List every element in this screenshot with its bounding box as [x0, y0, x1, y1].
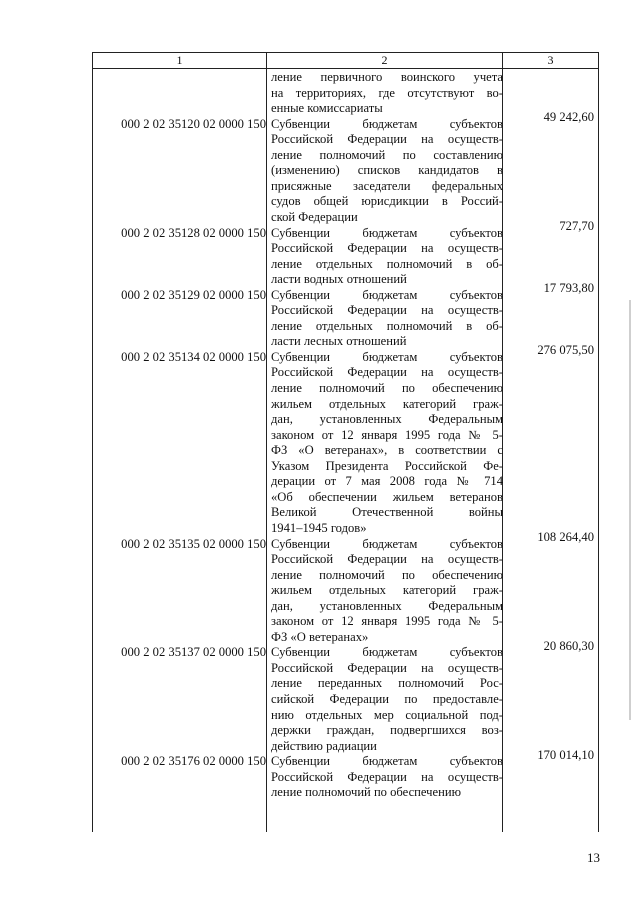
description-line: ление первичного воинского учета — [271, 70, 503, 84]
budget-code: 000 2 02 35135 02 0000 150 — [121, 536, 266, 551]
budget-code: 000 2 02 35128 02 0000 150 — [121, 225, 266, 240]
description-line: Российской Федерации на осуществ- — [271, 365, 503, 380]
description-line: ление отдельных полномочий в об- — [271, 256, 503, 271]
description-line: на территориях, где отсутствуют во- — [271, 85, 503, 100]
description-line: Субвенции бюджетам субъектов — [271, 536, 503, 551]
amount-value: 20 860,30 — [543, 638, 594, 653]
description-line: «Об обеспечении жильем ветеранов — [271, 489, 503, 504]
amount-value: 49 242,60 — [543, 110, 594, 125]
description-line: (изменению) списков кандидатов в — [271, 163, 503, 178]
amount-value: 727,70 — [559, 218, 594, 233]
description-line: Субвенции бюджетам субъектов — [271, 349, 503, 364]
description-line: ление полномочий по обеспечению — [271, 381, 503, 395]
description-line: нию отдельных мер социальной под- — [271, 707, 503, 722]
description-line: Субвенции бюджетам субъектов — [271, 116, 503, 131]
description-line: Российской Федерации на осуществ- — [271, 241, 503, 256]
description-line: ласти водных отношений — [271, 272, 407, 287]
description-line: Российской Федерации на осуществ- — [271, 552, 503, 567]
description-line: Российской Федерации на осуществ- — [271, 303, 503, 318]
amount-value: 170 014,10 — [537, 747, 594, 762]
amount-value: 17 793,80 — [543, 281, 594, 296]
description-line: Субвенции бюджетам субъектов — [271, 754, 503, 769]
description-line: Российской Федерации на осуществ- — [271, 660, 503, 675]
description-line: сийской Федерации по предоставле- — [271, 692, 503, 706]
scan-edge-shadow — [629, 300, 631, 720]
description-line: Указом Президента Российской Фе- — [271, 458, 503, 473]
page-number: 13 — [587, 850, 600, 865]
amount-value: 276 075,50 — [537, 343, 594, 358]
budget-code: 000 2 02 35176 02 0000 150 — [121, 754, 266, 769]
description-line: ФЗ «О ветеранах», в соответствии с — [271, 443, 503, 458]
amount-value: 108 264,40 — [537, 529, 594, 544]
description-line: Субвенции бюджетам субъектов — [271, 225, 503, 240]
description-line: ление переданных полномочий Рос- — [271, 676, 503, 691]
description-line: енные комиссариаты — [271, 101, 383, 116]
description-line: ФЗ «О ветеранах» — [271, 629, 369, 644]
header-cell-2: 2 — [267, 53, 503, 69]
description-line: дерации от 7 мая 2008 года № 714 — [271, 474, 503, 489]
budget-code: 000 2 02 35134 02 0000 150 — [121, 349, 266, 364]
description-line: дан, установленных Федеральным — [271, 412, 503, 427]
description-line: жильем отдельных категорий граж- — [271, 396, 503, 411]
header-cell-3: 3 — [503, 53, 599, 69]
description-line: присяжные заседатели федеральных — [271, 178, 503, 193]
description-line: судов общей юрисдикции в Россий- — [271, 194, 503, 209]
description-line: Субвенции бюджетам субъектов — [271, 645, 503, 660]
description-line: Российской Федерации на осуществ- — [271, 769, 503, 784]
amount-column — [503, 69, 599, 833]
code-column — [93, 69, 267, 833]
description-line: 1941–1945 годов» — [271, 520, 367, 535]
description-line: ласти лесных отношений — [271, 334, 407, 349]
description-line: жильем отдельных категорий граж- — [271, 583, 503, 598]
description-line: Великой Отечественной войны — [271, 505, 503, 520]
description-line: законом от 12 января 1995 года № 5- — [271, 427, 503, 442]
description-line: ской Федерации — [271, 209, 358, 224]
budget-code: 000 2 02 35137 02 0000 150 — [121, 645, 266, 660]
description-line: ление отдельных полномочий в об- — [271, 318, 503, 333]
description-line: ление полномочий по обеспечению — [271, 785, 461, 800]
description-line: Российской Федерации на осуществ- — [271, 132, 503, 147]
description-line: действию радиации — [271, 738, 377, 753]
description-line: ление полномочий по обеспечению — [271, 567, 503, 582]
description-line: держки граждан, подвергшихся воз- — [271, 723, 503, 738]
description-line: законом от 12 января 1995 года № 5- — [271, 614, 503, 629]
budget-code: 000 2 02 35129 02 0000 150 — [121, 287, 266, 302]
description-line: ление полномочий по составлению — [271, 147, 503, 162]
table-header-row — [93, 53, 599, 69]
budget-code: 000 2 02 35120 02 0000 150 — [121, 116, 266, 131]
description-line: Субвенции бюджетам субъектов — [271, 287, 503, 302]
header-cell-1: 1 — [93, 53, 267, 69]
description-line: дан, установленных Федеральным — [271, 598, 503, 613]
